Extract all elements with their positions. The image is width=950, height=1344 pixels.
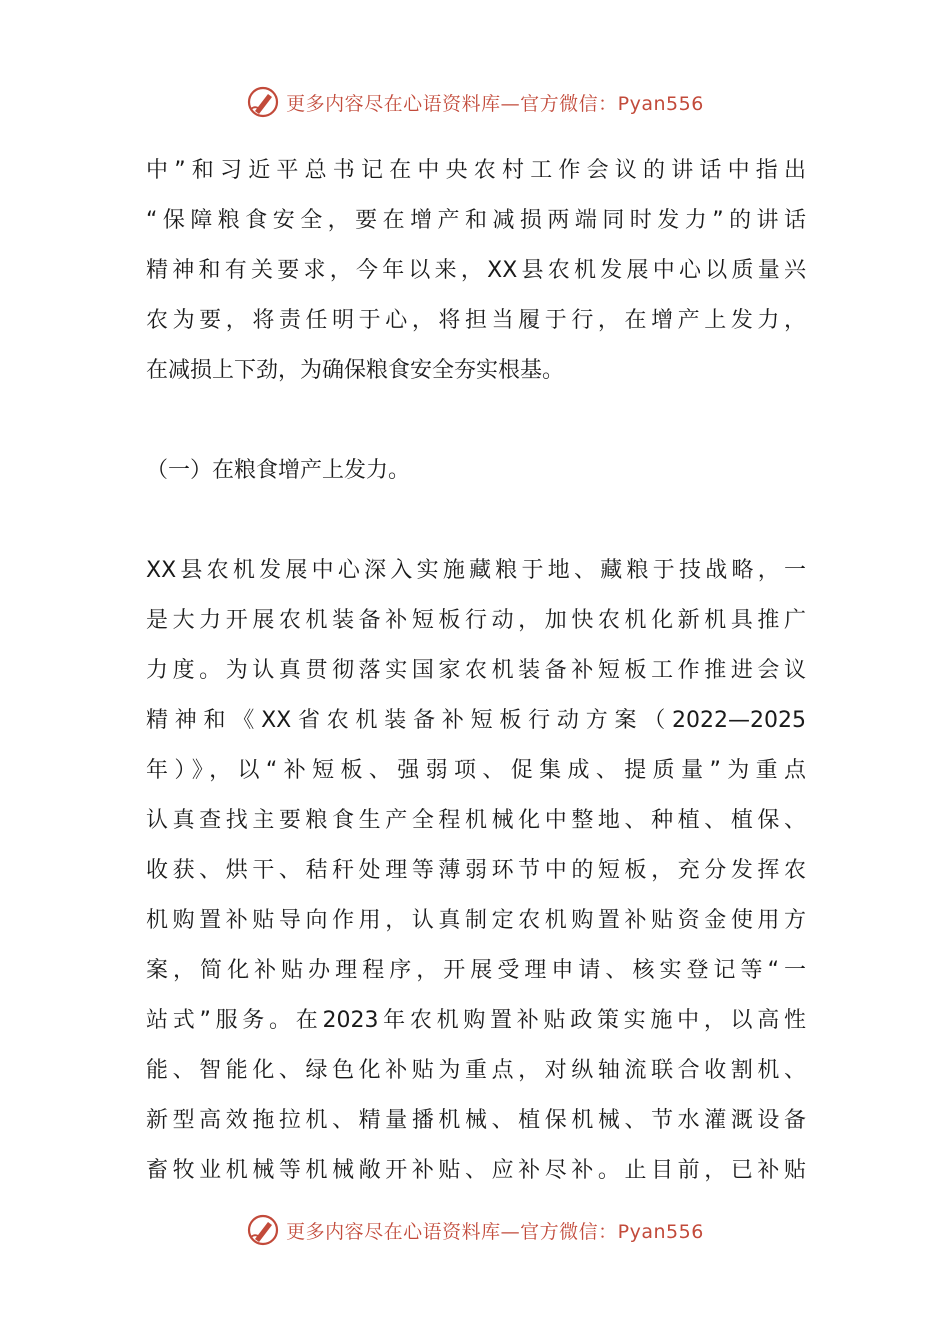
text-line: “保障粮食安全，要在增产和减损两端同时发力”的讲话 — [146, 208, 806, 233]
paragraph-1 — [146, 146, 806, 396]
text-line: 收获、烘干、秸秆处理等薄弱环节中的短板，充分发挥农 — [146, 858, 806, 883]
banner-text — [286, 1217, 704, 1244]
text-line: 站式”服务。在2023年农机购置补贴政策实施中，以高性 — [146, 1008, 806, 1033]
text-line: XX县农机发展中心深入实施藏粮于地、藏粮于技战略，一 — [146, 558, 806, 583]
banner-text — [286, 89, 704, 116]
text-line: 中”和习近平总书记在中央农村工作会议的讲话中指出 — [146, 158, 806, 183]
banner-label: 更多内容尽在心语资料库—官方微信： — [286, 92, 618, 115]
text-line: 精神和《XX省农机装备补短板行动方案（2022—2025 — [146, 708, 806, 733]
text-line: 精神和有关要求，今年以来，XX县农机发展中心以质量兴 — [146, 258, 806, 283]
footer-banner — [0, 1210, 950, 1250]
text-line: 新型高效拖拉机、精量播机械、植保机械、节水灌溉设备 — [146, 1108, 806, 1133]
pen-logo-icon — [246, 1213, 280, 1247]
text-line: 在减损上下劲，为确保粮食安全夯实根基。 — [146, 358, 565, 383]
section-heading: （一）在粮食增产上发力。 — [146, 458, 411, 483]
paragraph-2 — [146, 546, 806, 1196]
text-line: 能、智能化、绿色化补贴为重点，对纵轴流联合收割机、 — [146, 1058, 806, 1083]
pen-logo-icon — [246, 85, 280, 119]
document-body — [146, 146, 806, 1196]
banner-wechat-id: Pyan556 — [617, 1220, 704, 1243]
paragraph-spacer — [146, 496, 806, 546]
text-line: 案，简化补贴办理程序，开展受理申请、核实登记等“一 — [146, 958, 806, 983]
text-line: 力度。为认真贯彻落实国家农机装备补短板工作推进会议 — [146, 658, 806, 683]
text-line: 是大力开展农机装备补短板行动，加快农机化新机具推广 — [146, 608, 806, 633]
text-line: 机购置补贴导向作用，认真制定农机购置补贴资金使用方 — [146, 908, 806, 933]
text-line: 畜牧业机械等机械敞开补贴、应补尽补。止目前，已补贴 — [146, 1158, 806, 1183]
header-banner — [0, 82, 950, 122]
text-line: 认真查找主要粮食生产全程机械化中整地、种植、植保、 — [146, 808, 806, 833]
paragraph-spacer — [146, 396, 806, 446]
text-line: 农为要，将责任明于心，将担当履于行，在增产上发力， — [146, 308, 806, 333]
banner-wechat-id: Pyan556 — [617, 92, 704, 115]
text-line: 年）》，以“补短板、强弱项、促集成、提质量”为重点 — [146, 758, 806, 783]
banner-label: 更多内容尽在心语资料库—官方微信： — [286, 1220, 618, 1243]
